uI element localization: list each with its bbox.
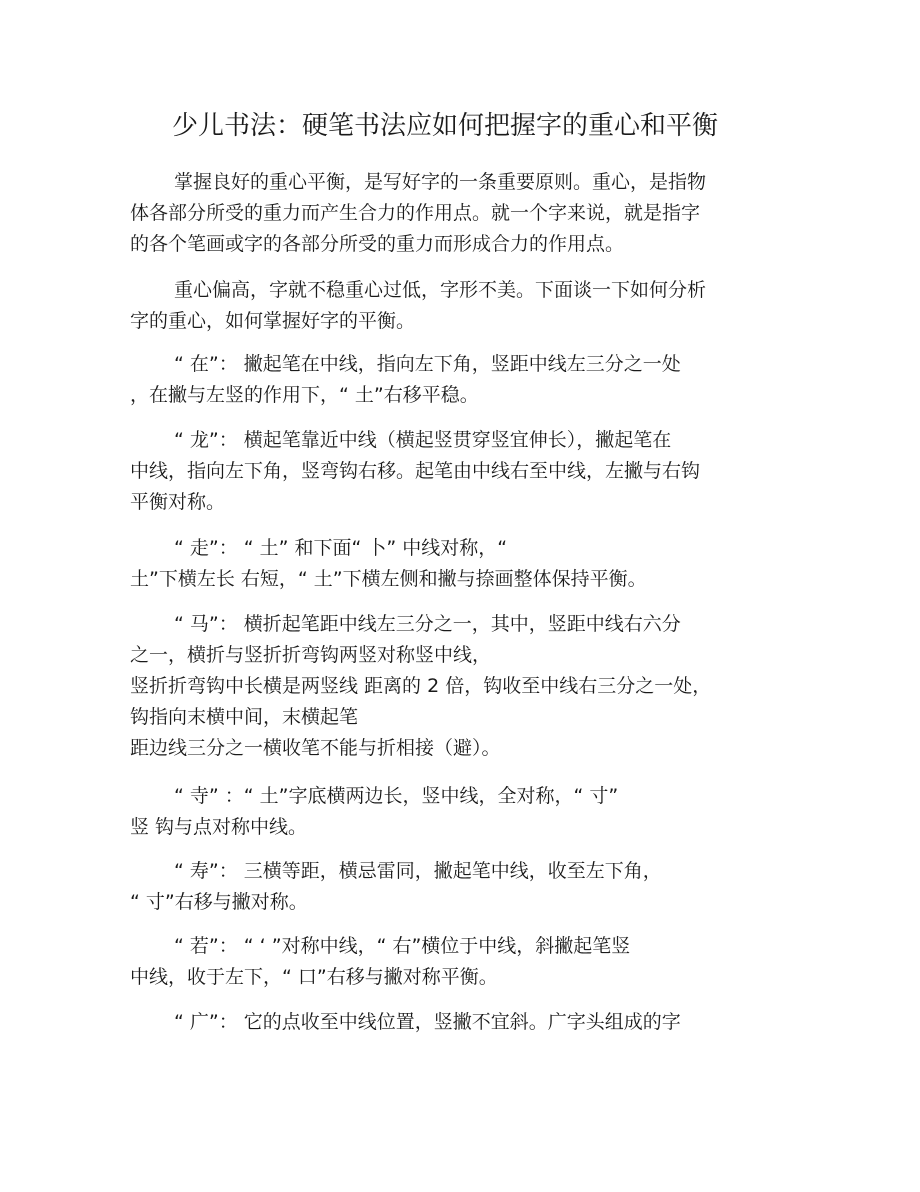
paragraph-long bbox=[130, 425, 780, 518]
text-line: 字的重心，如何掌握好字的平衡。 bbox=[130, 310, 416, 332]
text-line: “ 寸”右移与撇对称。 bbox=[130, 891, 308, 913]
text-line: “ 寿”： 三横等距，横忌雷同，撇起笔中线，收至左下角， bbox=[174, 860, 662, 882]
text-line: 中线，收于左下，“ 口”右移与撇对称平衡。 bbox=[130, 966, 498, 988]
text-line: 钩指向末横中间，末横起笔 bbox=[130, 706, 359, 728]
paragraph-intro bbox=[130, 167, 780, 260]
text-line: “ 在”： 撇起笔在中线，指向左下角，竖距中线左三分之一处 bbox=[174, 353, 681, 375]
text-line: 平衡对称。 bbox=[130, 491, 226, 513]
text-line: “ 若”： “ ‘ ”对称中线，“ 右”横位于中线，斜撇起笔竖 bbox=[174, 935, 631, 957]
text-line: “ 马”： 横折起笔距中线左三分之一，其中，竖距中线右六分 bbox=[174, 613, 681, 635]
paragraph-zou bbox=[130, 533, 780, 595]
text-line: 竖折折弯钩中长横是两竖线 距离的 2 倍，钩收至中线右三分之一处， bbox=[130, 675, 712, 697]
text-line: “ 龙”： 横起笔靠近中线（横起竖贯穿竖宜伸长），撇起笔在 bbox=[174, 429, 672, 451]
paragraph-balance bbox=[130, 275, 780, 337]
document-title: 少儿书法：硬笔书法应如何把握字的重心和平衡 bbox=[172, 111, 719, 141]
text-line: 距边线三分之一横收笔不能与折相接（避）。 bbox=[130, 737, 501, 759]
text-line: “ 广”： 它的点收至中线位置，竖撇不宜斜。广字头组成的字 bbox=[174, 1011, 681, 1033]
text-line: 竖 钩与点对称中线。 bbox=[130, 816, 308, 838]
text-line: ，在撇与左竖的作用下，“ 土”右移平稳。 bbox=[130, 384, 479, 406]
text-line: 中线，指向左下角，竖弯钩右移。起笔由中线右至中线，左撇与右钩 bbox=[130, 460, 701, 482]
text-line: “ 走”： “ 土” 和下面“ 卜” 中线对称，“ bbox=[174, 537, 508, 559]
paragraph-ma bbox=[130, 609, 780, 764]
text-line: “ 寺” ：“ 土”字底横两边长，竖中线，全对称，“ 寸” bbox=[174, 785, 619, 807]
paragraph-shou bbox=[130, 856, 780, 918]
text-line: 土”下横左长 右短，“ 土”下横左侧和撇与捺画整体保持平衡。 bbox=[130, 568, 647, 590]
text-line: 之一，横折与竖折折弯钩两竖对称竖中线， bbox=[130, 644, 492, 666]
text-line: 掌握良好的重心平衡，是写好字的一条重要原则。重心，是指物 bbox=[174, 171, 707, 193]
paragraph-guang bbox=[130, 1007, 780, 1038]
text-line: 体各部分所受的重力而产生合力的作用点。就一个字来说，就是指字 bbox=[130, 202, 701, 224]
paragraph-zai bbox=[130, 349, 780, 411]
paragraph-si bbox=[130, 781, 780, 843]
text-line: 重心偏高，字就不稳重心过低，字形不美。下面谈一下如何分析 bbox=[174, 279, 707, 301]
paragraph-ruo bbox=[130, 931, 780, 993]
text-line: 的各个笔画或字的各部分所受的重力而形成合力的作用点。 bbox=[130, 233, 625, 255]
